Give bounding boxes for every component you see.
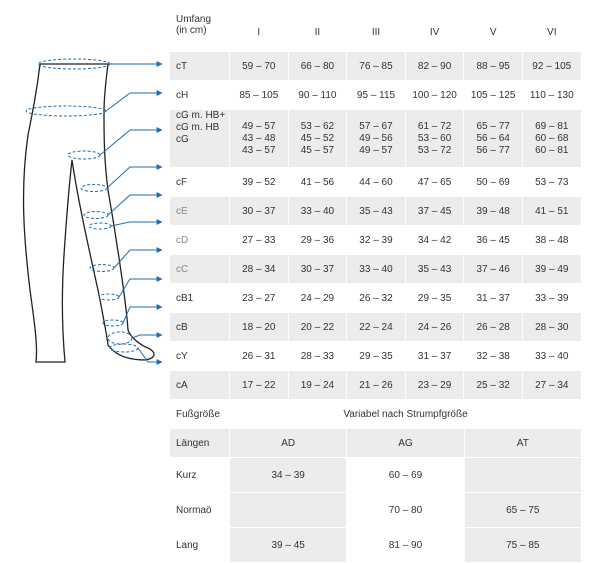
table-cell: 34 – 42 xyxy=(406,226,465,254)
length-column-header: AG xyxy=(347,429,464,457)
table-cell: 60 – 81 xyxy=(535,144,569,156)
table-cell: 59 – 70 xyxy=(230,52,289,80)
table-cell xyxy=(230,493,347,527)
row-label-group xyxy=(170,110,230,167)
table-cell: 33 – 39 xyxy=(523,284,582,312)
table-cell: 32 – 39 xyxy=(347,226,406,254)
table-cell: 105 – 125 xyxy=(464,81,523,109)
header-row xyxy=(170,14,582,52)
table-cell: 29 – 35 xyxy=(347,342,406,370)
header-unit: (in cm) xyxy=(176,25,207,36)
lengths-row xyxy=(170,493,582,528)
table-cell: 39 – 48 xyxy=(464,197,523,225)
table-cell: 33 – 40 xyxy=(347,255,406,283)
table-row xyxy=(170,168,582,197)
row-label: Lang xyxy=(170,528,230,562)
table-cell: 81 – 90 xyxy=(347,528,464,562)
table-cell: 28 – 30 xyxy=(523,313,582,341)
row-label: cH xyxy=(170,81,230,109)
row-label: cA xyxy=(170,371,230,399)
row-label: cB xyxy=(170,313,230,341)
table-cell: 49 – 57 xyxy=(242,120,276,132)
table-cell: 29 – 35 xyxy=(406,284,465,312)
table-cell: 30 – 37 xyxy=(289,255,348,283)
table-cell-group xyxy=(523,110,582,167)
table-cell: 45 – 52 xyxy=(300,132,335,144)
table-cell: 50 – 69 xyxy=(464,168,523,196)
table-cell: 90 – 110 xyxy=(289,81,348,109)
table-cell: 29 – 36 xyxy=(289,226,348,254)
table-cell: 43 – 57 xyxy=(242,144,276,156)
table-cell: 85 – 105 xyxy=(230,81,289,109)
table-cell: 23 – 27 xyxy=(230,284,289,312)
row-label: cG m. HB xyxy=(176,122,220,133)
table-cell: 61 – 72 xyxy=(417,120,452,132)
size-table xyxy=(170,14,582,563)
foot-size-label: Fußgröße xyxy=(170,400,230,428)
table-cell: 33 – 40 xyxy=(289,197,348,225)
table-cell: 53 – 62 xyxy=(300,120,335,132)
table-cell: 27 – 34 xyxy=(523,371,582,399)
table-cell: 35 – 43 xyxy=(406,255,465,283)
table-cell: 37 – 46 xyxy=(464,255,523,283)
table-row xyxy=(170,313,582,342)
table-cell: 26 – 28 xyxy=(464,313,523,341)
size-header: III xyxy=(347,14,406,51)
table-cell: 27 – 33 xyxy=(230,226,289,254)
table-cell: 35 – 43 xyxy=(347,197,406,225)
row-label: cD xyxy=(170,226,230,254)
table-row xyxy=(170,255,582,284)
size-header: V xyxy=(464,14,523,51)
circumference-header xyxy=(170,14,230,51)
table-cell: 70 – 80 xyxy=(347,493,464,527)
row-label: cB1 xyxy=(170,284,230,312)
table-cell: 31 – 37 xyxy=(464,284,523,312)
table-cell: 92 – 105 xyxy=(523,52,582,80)
size-header: VI xyxy=(523,14,582,51)
table-cell: 28 – 34 xyxy=(230,255,289,283)
length-column-header: AT xyxy=(465,429,582,457)
foot-size-row xyxy=(170,400,582,429)
table-cell: 37 – 45 xyxy=(406,197,465,225)
table-cell: 76 – 85 xyxy=(347,52,406,80)
table-cell: 100 – 120 xyxy=(406,81,465,109)
table-cell: 60 – 68 xyxy=(535,132,569,144)
table-cell: 110 – 130 xyxy=(523,81,582,109)
row-label: cE xyxy=(170,197,230,225)
row-label: cY xyxy=(170,342,230,370)
table-cell: 18 – 20 xyxy=(230,313,289,341)
table-cell: 26 – 32 xyxy=(347,284,406,312)
row-label: cT xyxy=(170,52,230,80)
table-cell-group xyxy=(230,110,289,167)
table-cell: 57 – 67 xyxy=(359,120,393,132)
table-cell-group xyxy=(406,110,465,167)
table-cell: 41 – 56 xyxy=(289,168,348,196)
table-cell: 20 – 22 xyxy=(289,313,348,341)
table-cell: 25 – 32 xyxy=(464,371,523,399)
arrow-cY xyxy=(132,335,162,338)
arrow-cB1 xyxy=(119,279,162,297)
table-cell-group xyxy=(464,110,523,167)
lengths-header-row xyxy=(170,429,582,458)
table-cell: 34 – 39 xyxy=(230,458,347,492)
arrow-cC xyxy=(114,250,162,268)
arrow-cF xyxy=(107,167,162,188)
lengths-row xyxy=(170,458,582,493)
table-cell: 43 – 48 xyxy=(242,132,276,144)
table-cell: 82 – 90 xyxy=(406,52,465,80)
lengths-label: Längen xyxy=(170,429,230,457)
table-row xyxy=(170,342,582,371)
table-cell: 39 – 45 xyxy=(230,528,347,562)
arrow-cG xyxy=(100,130,162,155)
table-cell: 39 – 49 xyxy=(523,255,582,283)
table-cell: 69 – 81 xyxy=(535,120,569,132)
table-cell: 53 – 73 xyxy=(523,168,582,196)
table-cell: 56 – 64 xyxy=(476,132,510,144)
table-row xyxy=(170,81,582,110)
table-cell: 44 – 60 xyxy=(347,168,406,196)
table-cell: 17 – 22 xyxy=(230,371,289,399)
row-label: cC xyxy=(170,255,230,283)
table-cell: 95 – 115 xyxy=(347,81,406,109)
size-header: IV xyxy=(406,14,465,51)
table-cell: 28 – 33 xyxy=(289,342,348,370)
row-label: cG xyxy=(176,134,189,145)
table-cell: 22 – 24 xyxy=(347,313,406,341)
table-cell: 88 – 95 xyxy=(464,52,523,80)
table-cell: 24 – 26 xyxy=(406,313,465,341)
table-row xyxy=(170,197,582,226)
leg-measurement-diagram xyxy=(0,0,170,546)
arrow-cD xyxy=(111,222,162,226)
table-cell: 39 – 52 xyxy=(230,168,289,196)
table-cell: 26 – 31 xyxy=(230,342,289,370)
table-cell-group xyxy=(347,110,406,167)
arrow-cB xyxy=(123,307,162,323)
table-cell-group xyxy=(289,110,348,167)
table-cell: 41 – 51 xyxy=(523,197,582,225)
table-cell xyxy=(465,458,582,492)
table-row xyxy=(170,226,582,255)
table-cell: 60 – 69 xyxy=(347,458,464,492)
table-cell: 38 – 48 xyxy=(523,226,582,254)
table-row xyxy=(170,284,582,313)
table-cell: 33 – 40 xyxy=(523,342,582,370)
table-cell: 31 – 37 xyxy=(406,342,465,370)
table-row xyxy=(170,110,582,168)
table-cell: 49 – 57 xyxy=(359,144,393,156)
table-cell: 30 – 37 xyxy=(230,197,289,225)
table-cell: 19 – 24 xyxy=(289,371,348,399)
size-header: I xyxy=(230,14,289,51)
row-label: cF xyxy=(170,168,230,196)
table-cell: 36 – 45 xyxy=(464,226,523,254)
table-cell: 66 – 80 xyxy=(289,52,348,80)
table-cell: 53 – 72 xyxy=(417,144,452,156)
arrow-cE xyxy=(108,195,162,215)
table-cell: 53 – 60 xyxy=(417,132,452,144)
table-cell: 65 – 75 xyxy=(465,493,582,527)
table-cell: 65 – 77 xyxy=(476,120,510,132)
arrow-cH xyxy=(106,93,162,111)
table-cell: 23 – 29 xyxy=(406,371,465,399)
table-cell: 47 – 65 xyxy=(406,168,465,196)
foot-size-value: Variabel nach Strumpfgröße xyxy=(230,400,582,428)
row-label: Normaö xyxy=(170,493,230,527)
row-label: Kurz xyxy=(170,458,230,492)
table-cell: 45 – 57 xyxy=(300,144,335,156)
table-row xyxy=(170,371,582,400)
table-cell: 49 – 56 xyxy=(359,132,393,144)
table-cell: 56 – 77 xyxy=(476,144,510,156)
table-row xyxy=(170,52,582,81)
leg-outline xyxy=(24,64,154,362)
table-cell: 32 – 38 xyxy=(464,342,523,370)
table-cell: 21 – 26 xyxy=(347,371,406,399)
header-umfang: Umfang xyxy=(176,14,212,25)
size-header: II xyxy=(289,14,348,51)
table-cell: 24 – 29 xyxy=(289,284,348,312)
length-column-header: AD xyxy=(230,429,347,457)
table-cell: 75 – 85 xyxy=(465,528,582,562)
row-label: cG m. HB+ xyxy=(176,110,226,121)
